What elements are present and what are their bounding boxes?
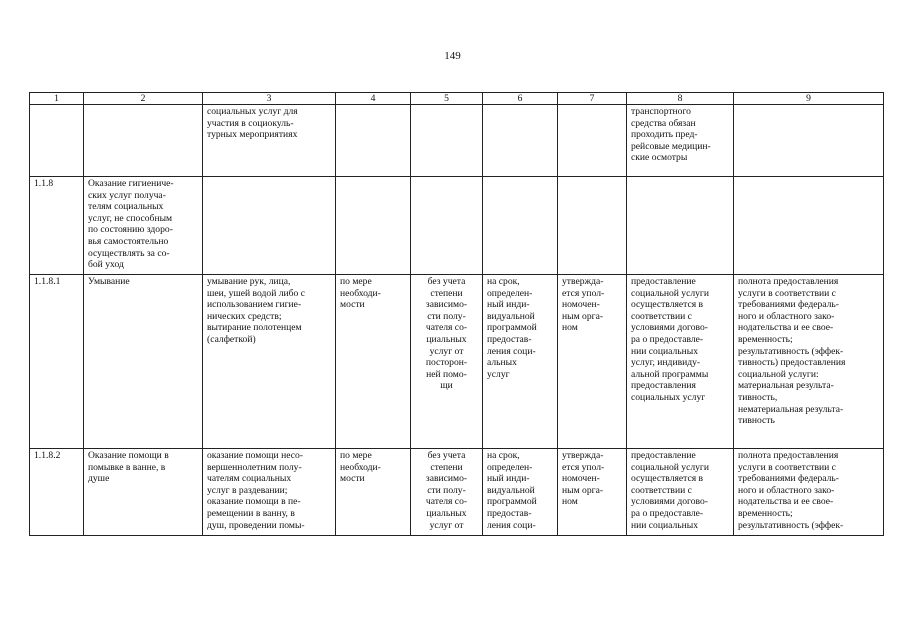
term-cell: на срок, определен- ный инди- видуальной программой предостав- ления соци- альных услуг	[483, 275, 558, 449]
table-cell	[30, 105, 84, 177]
quality-indicators-cell: полнота предоставления услуги в соответствии с требованиями федераль- ного и областного зако- нодательства и ее свое- временность; результативность (эффек-	[734, 449, 884, 536]
row-number-cell: 1.1.8.2	[30, 449, 84, 536]
table-row	[30, 449, 884, 536]
table-cell	[627, 177, 734, 275]
tariff-cell: утвержда- ется упол- номочен- ным орга- ном	[558, 275, 627, 449]
conditions-cell: предоставление социальной услуги осуществляется в соответствии с условиями догово- ра о предоставле- нии социальных	[627, 449, 734, 536]
table-cell	[411, 177, 483, 275]
service-name-cell: Оказание гигиениче- ских услуг получа- телям социальных услуг, не способным по состоянию здоро- вья самостоятельно осуществлять за со- бой уход	[84, 177, 203, 275]
dependency-cell: без учета степени зависимо- сти полу- чателя со- циальных услуг от	[411, 449, 483, 536]
column-header: 7	[558, 93, 627, 105]
table-cell	[84, 105, 203, 177]
table-cell	[483, 177, 558, 275]
term-cell: на срок, определен- ный инди- видуальной программой предостав- ления соци-	[483, 449, 558, 536]
row-number-cell: 1.1.8	[30, 177, 84, 275]
table-cell	[411, 105, 483, 177]
table-cell	[558, 177, 627, 275]
service-name-cell: Оказание помощи в помывке в ванне, в душе	[84, 449, 203, 536]
table-cell	[336, 105, 411, 177]
table-row	[30, 275, 884, 449]
table-cell	[558, 105, 627, 177]
table-row	[30, 177, 884, 275]
service-name-cell: Умывание	[84, 275, 203, 449]
frequency-cell: по мере необходи- мости	[336, 449, 411, 536]
table-cell	[203, 177, 336, 275]
quality-indicators-cell: полнота предоставления услуги в соответствии с требованиями федераль- ного и областного зако- нодательства и ее свое- временность; результативность (эффек- тивность) предоставления социальной услуги: материальная результа- тивность, нематериальная результа- тивность	[734, 275, 884, 449]
service-description-cell: оказание помощи несо- вершеннолетним полу- чателям социальных услуг в раздевании; оказание помощи в пе- ремещении в ванну, в душ, проведении помы-	[203, 449, 336, 536]
frequency-cell: по мере необходи- мости	[336, 275, 411, 449]
column-header: 8	[627, 93, 734, 105]
column-header: 5	[411, 93, 483, 105]
table-cell	[483, 105, 558, 177]
table-cell	[734, 105, 884, 177]
row-number-cell: 1.1.8.1	[30, 275, 84, 449]
column-header: 2	[84, 93, 203, 105]
table-cell	[734, 177, 884, 275]
page-number: 149	[444, 50, 461, 62]
table-cell: транспортного средства обязан проходить пред- рейсовые медицин- ские осмотры	[627, 105, 734, 177]
conditions-cell: предоставление социальной услуги осуществляется в соответствии с условиями догово- ра о предоставле- нии социальных услуг, индивиду- альной программы предоставления социальных услуг	[627, 275, 734, 449]
tariff-cell: утвержда- ется упол- номочен- ным орга- ном	[558, 449, 627, 536]
column-header: 6	[483, 93, 558, 105]
table-cell: социальных услуг для участия в социокуль- турных мероприятиях	[203, 105, 336, 177]
column-header: 4	[336, 93, 411, 105]
table-row	[30, 105, 884, 177]
column-header: 3	[203, 93, 336, 105]
column-header: 1	[30, 93, 84, 105]
table-cell	[336, 177, 411, 275]
dependency-cell: без учета степени зависимо- сти полу- чателя со- циальных услуг от посторон- ней помо- щи	[411, 275, 483, 449]
column-header: 9	[734, 93, 884, 105]
service-description-cell: умывание рук, лица, шеи, ушей водой либо с использованием гигие- нических средств; вытирание полотенцем (салфеткой)	[203, 275, 336, 449]
column-number-row	[30, 93, 884, 105]
services-table	[29, 92, 884, 536]
